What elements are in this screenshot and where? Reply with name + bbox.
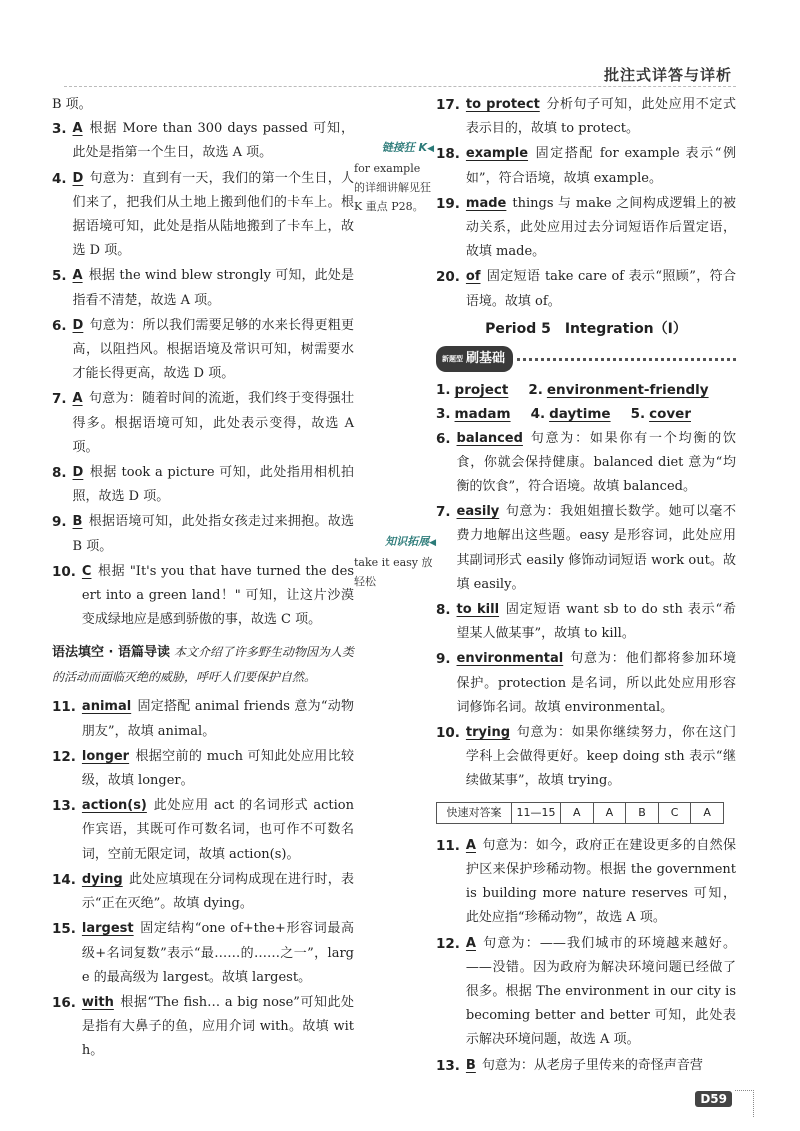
entry-body — [82, 991, 354, 1064]
entry-body — [82, 695, 354, 743]
entry-answer: longer — [81, 748, 130, 764]
answer-entry — [436, 932, 736, 1053]
intro-line: B 项。 — [52, 97, 92, 112]
entry-text: 句意为：随着时间的流逝，我们终于变得强壮得多。根据语境可知，此处表示变得，故选 A 项。 — [72, 391, 354, 455]
entry-body — [457, 500, 736, 597]
entry-answer: dying — [81, 871, 123, 887]
answer-entry — [436, 142, 736, 190]
entry-answer: A — [465, 837, 476, 853]
triangle-icon: ◀ — [429, 538, 436, 548]
entry-body — [466, 93, 736, 141]
entry-number: 13. — [52, 798, 76, 815]
entry-text: 根据 the wind blew strongly 可知，此处是指看不清楚，故选 A 项。 — [72, 268, 354, 308]
page-header-title: 批注式详答与详析 — [603, 66, 732, 84]
badge-mini-label: 新题型 — [442, 355, 463, 364]
entry-number: 19. — [436, 195, 460, 212]
entry-text: 句意为：如果你有一个均衡的饮食，你就会保持健康。balanced diet 意为“均衡的饮食”，符合语境。故填 balanced。 — [456, 430, 736, 495]
answer-entry — [52, 868, 354, 916]
answer-entry — [436, 265, 736, 313]
entry-answer: made — [465, 195, 507, 211]
answer-row — [436, 402, 736, 426]
entry-answer: A — [72, 121, 83, 137]
answer-entry — [52, 695, 354, 743]
quick-answer-cell: A — [703, 805, 711, 819]
entry-answer: animal — [81, 699, 132, 715]
entry-answer: trying — [465, 725, 511, 741]
entry-text: things 与 make 之间构成逻辑上的被动关系，此处应用过去分词短语作后置定语，故填 made。 — [465, 195, 736, 260]
answer-entry — [52, 167, 354, 264]
guide-label: 语法填空 · 语篇导读 — [52, 645, 170, 661]
entry-number: 9. — [52, 514, 67, 531]
entry-body — [82, 794, 354, 867]
entry-text: 根据 took a picture 可知，此处指用相机拍照，故选 D 项。 — [72, 465, 354, 505]
entry-text: 根据“The fish… a big nose”可知此处是指有大鼻子的鱼，应用介词 with。故填 with。 — [81, 994, 354, 1059]
entry-text: 句意为：所以我们需要足够的水来长得更粗更高，以阻挡风。根据语境及常识可知，树需要水才能长得更高，故选 D 项。 — [72, 317, 354, 382]
entry-body — [466, 1054, 736, 1078]
entry-text: 句意为：他们都将参加环境保护。protection 是名词，所以此处应用形容词修饰名词。故填 environmental。 — [456, 651, 736, 715]
entry-body — [466, 834, 736, 931]
period-title: Period 5 Integration（Ⅰ） — [485, 320, 687, 337]
entry-answer: balanced — [456, 430, 523, 446]
entry-text: 句意为：如果你继续努力，你在这门学科上会做得更好。keep doing sth 表示“继续做某事”，故填 trying。 — [465, 725, 736, 789]
answer-entry — [52, 560, 354, 633]
answer-entry — [52, 387, 354, 460]
entry-number: 15. — [52, 921, 76, 938]
entry-body — [73, 117, 354, 165]
entry-number: 3. — [52, 121, 67, 138]
entry-number: 13. — [436, 1057, 460, 1074]
answer-entry — [436, 192, 736, 265]
entry-answer: of — [465, 269, 481, 285]
answer-list — [436, 93, 736, 314]
entry-answer: action(s) — [81, 798, 147, 814]
entry-number: 10. — [436, 725, 460, 742]
short-answer — [531, 406, 621, 422]
entry-body — [73, 461, 354, 509]
short-answer — [436, 382, 518, 398]
basic-section-header — [436, 346, 736, 372]
entry-body — [466, 142, 736, 190]
answer-list — [52, 117, 354, 632]
answer-entry — [52, 314, 354, 387]
entry-answer: example — [465, 146, 529, 162]
entry-body — [73, 387, 354, 460]
side-note-title: 链接狂 K — [381, 141, 428, 154]
quick-answer-cell: A — [594, 803, 627, 823]
short-answer — [528, 382, 718, 398]
entry-number: 2. — [528, 382, 543, 399]
side-note-text: for example 的详细讲解见狂 K 重点 P28。 — [354, 162, 431, 213]
entry-number: 11. — [52, 699, 76, 716]
entry-answer: D — [72, 317, 84, 333]
entry-body — [466, 265, 736, 313]
answer-entry — [436, 500, 736, 597]
triangle-icon: ◀ — [427, 144, 434, 154]
entry-number: 14. — [52, 871, 76, 888]
entry-text: 句意为：直到有一天，我们的第一个生日，人们来了，把我们从土地上搬到他们的卡车上。根据语境可知，此处是指从陆地搬到了卡车上，故选 D 项。 — [72, 170, 354, 259]
answer-entry — [436, 598, 736, 646]
badge-label: 刷基础 — [466, 351, 506, 367]
entry-answer: A — [72, 391, 83, 407]
entry-text: 根据空前的 much 可知此处应用比较级，故填 longer。 — [81, 748, 354, 789]
entry-number: 1. — [436, 382, 451, 399]
entry-number: 17. — [436, 97, 460, 113]
entry-text: 固定结构“one of+the+形容词最高级+名词复数”表示“最……的……之一”，large 的最高级为 largest。故填 largest。 — [81, 921, 354, 985]
quick-answer-cell: B — [626, 803, 659, 823]
entry-number: 4. — [530, 406, 546, 423]
entry-number: 16. — [52, 994, 76, 1011]
entry-number: 7. — [436, 504, 451, 521]
answer-entry — [52, 745, 354, 793]
answer-entry — [52, 794, 354, 867]
entry-body — [82, 868, 354, 916]
answer-entry — [436, 93, 736, 141]
answer-entry — [52, 991, 354, 1064]
entry-text: 分析句子可知，此处应用不定式表示目的，故填 to protect。 — [465, 97, 736, 137]
entry-body — [466, 932, 736, 1053]
side-note-text: take it easy 放轻松 — [354, 556, 433, 588]
short-answer — [631, 406, 701, 422]
entry-text: 句意为：从老房子里传来的奇怪声音营 — [481, 1057, 703, 1073]
entry-answer: daytime — [549, 406, 611, 423]
answer-row — [436, 378, 736, 402]
entry-answer: D — [72, 465, 84, 481]
entry-text: 根据语境可知，此处指女孩走过来拥抱。故选 B 项。 — [72, 514, 354, 554]
basic-badge — [436, 346, 513, 372]
entry-number: 4. — [52, 170, 67, 187]
dotted-divider — [517, 358, 736, 361]
entry-text: 句意为：如今，政府正在建设更多的自然保护区来保护珍稀动物。根据 the government is building more nature reserves 可知，此处应指“珍稀动物”，故选 A 项。 — [465, 837, 736, 926]
entry-text: 此处应用 act 的名词形式 action 作宾语，其既可作可数名词，也可作不可数名词，空前无限定词，故填 action(s)。 — [81, 798, 354, 862]
entry-answer: madam — [454, 406, 511, 423]
entry-body — [73, 167, 354, 264]
answer-entry — [436, 427, 736, 500]
entry-text: 固定短语 take care of 表示“照顾”，符合语境。故填 of。 — [465, 269, 736, 309]
entry-number: 12. — [436, 935, 460, 952]
side-note-knowledge — [354, 532, 436, 591]
entry-body — [73, 264, 354, 312]
entry-body — [466, 192, 736, 265]
page-number: D59 — [695, 1091, 732, 1107]
entry-answer: largest — [81, 921, 134, 937]
answer-entry — [436, 721, 736, 794]
short-answer — [436, 406, 521, 422]
entry-text: 固定搭配 animal friends 意为“动物朋友”，故填 animal。 — [81, 699, 354, 739]
quick-answer-cell: C — [659, 803, 692, 823]
entry-text: 句意为：——我们城市的环境越来越好。——没错。因为政府为解决环境问题已经做了很多。根据 The environment in our city is becoming better and better 可知，此处表示解决环境问题，故选 A 项。 — [465, 935, 736, 1048]
entry-answer: B — [72, 514, 83, 530]
entry-body — [82, 917, 354, 990]
entry-text: 此处应填现在分词构成现在进行时，表示“正在灭绝”。故填 dying。 — [81, 871, 354, 912]
entry-number: 5. — [630, 406, 646, 423]
entry-text: 根据 "It's you that have turned the desert into a green land！" 可知，让这片沙漠变成绿地应是感到骄傲的事，故选 C 项。 — [81, 563, 354, 628]
entry-body — [457, 598, 736, 646]
entry-answer: to protect — [465, 97, 540, 112]
entry-number: 6. — [436, 430, 451, 447]
entry-answer: project — [454, 382, 509, 399]
entry-text: 根据 More than 300 days passed 可知，此处是指第一个生日，故选 A 项。 — [72, 121, 354, 161]
entry-body — [82, 560, 354, 633]
header-divider — [64, 86, 736, 87]
left-column — [52, 93, 354, 1065]
entry-body — [82, 745, 354, 793]
entry-body — [466, 721, 736, 794]
entry-answer: with — [81, 994, 114, 1010]
reading-guide — [52, 640, 354, 689]
entry-number: 9. — [436, 651, 451, 668]
answer-list — [436, 834, 736, 1078]
answer-entry — [52, 461, 354, 509]
entry-answer: easily — [456, 504, 500, 520]
entry-number: 18. — [436, 146, 460, 163]
answer-entry — [52, 510, 354, 558]
entry-body — [457, 647, 736, 720]
entry-answer: D — [72, 170, 84, 186]
entry-number: 3. — [436, 406, 451, 423]
entry-body — [73, 314, 354, 387]
entry-number: 8. — [52, 465, 67, 482]
answer-entry — [436, 834, 736, 931]
entry-answer: environmental — [456, 651, 564, 667]
side-note-title: 知识拓展 — [385, 535, 430, 548]
answer-list — [52, 695, 354, 1063]
answer-entry — [52, 917, 354, 990]
entry-number: 20. — [436, 269, 460, 286]
entry-number: 11. — [436, 837, 460, 854]
quick-answer-cell: A — [561, 803, 594, 823]
entry-number: 5. — [52, 268, 67, 285]
entry-answer: C — [81, 563, 92, 579]
entry-number: 8. — [436, 602, 451, 619]
entry-answer: A — [72, 268, 83, 284]
quick-answer-table — [436, 802, 724, 824]
page-corner-decoration — [735, 1090, 754, 1117]
entry-number: 7. — [52, 391, 67, 408]
entry-answer: B — [465, 1057, 476, 1073]
right-column — [436, 93, 736, 1079]
entry-number: 6. — [52, 317, 67, 334]
answer-entry — [52, 117, 354, 165]
entry-body — [457, 427, 736, 500]
guide-text: 本文介绍了许多野生动物因为人类的活动而面临灭绝的威胁，呼吁人们要保护自然。 — [52, 645, 354, 685]
entry-answer: environment-friendly — [546, 382, 709, 399]
entry-answer: cover — [649, 406, 691, 423]
entry-number: 10. — [52, 563, 76, 580]
answer-list — [436, 427, 736, 794]
quick-answer-range: 11—15 — [512, 803, 561, 823]
entry-body — [73, 510, 354, 558]
entry-answer: to kill — [456, 602, 500, 618]
entry-number: 12. — [52, 748, 76, 765]
answer-entry — [436, 1054, 736, 1078]
entry-text: 固定搭配 for example 表示“例如”，符合语境，故填 example。 — [465, 146, 736, 186]
answer-entry — [436, 647, 736, 720]
entry-answer: A — [465, 935, 476, 951]
entry-text: 固定短语 want sb to do sth 表示“希望某人做某事”，故填 to kill。 — [456, 602, 736, 642]
quick-answer-label: 快速对答案 — [437, 803, 512, 823]
side-note-link — [354, 138, 434, 216]
entry-text: 句意为：我姐姐擅长数学。她可以毫不费力地解出这些题。easy 是形容词，此处应用其副词形式 easily 修饰动词短语 work out。故填 easily。 — [456, 504, 736, 592]
answer-entry — [52, 264, 354, 312]
